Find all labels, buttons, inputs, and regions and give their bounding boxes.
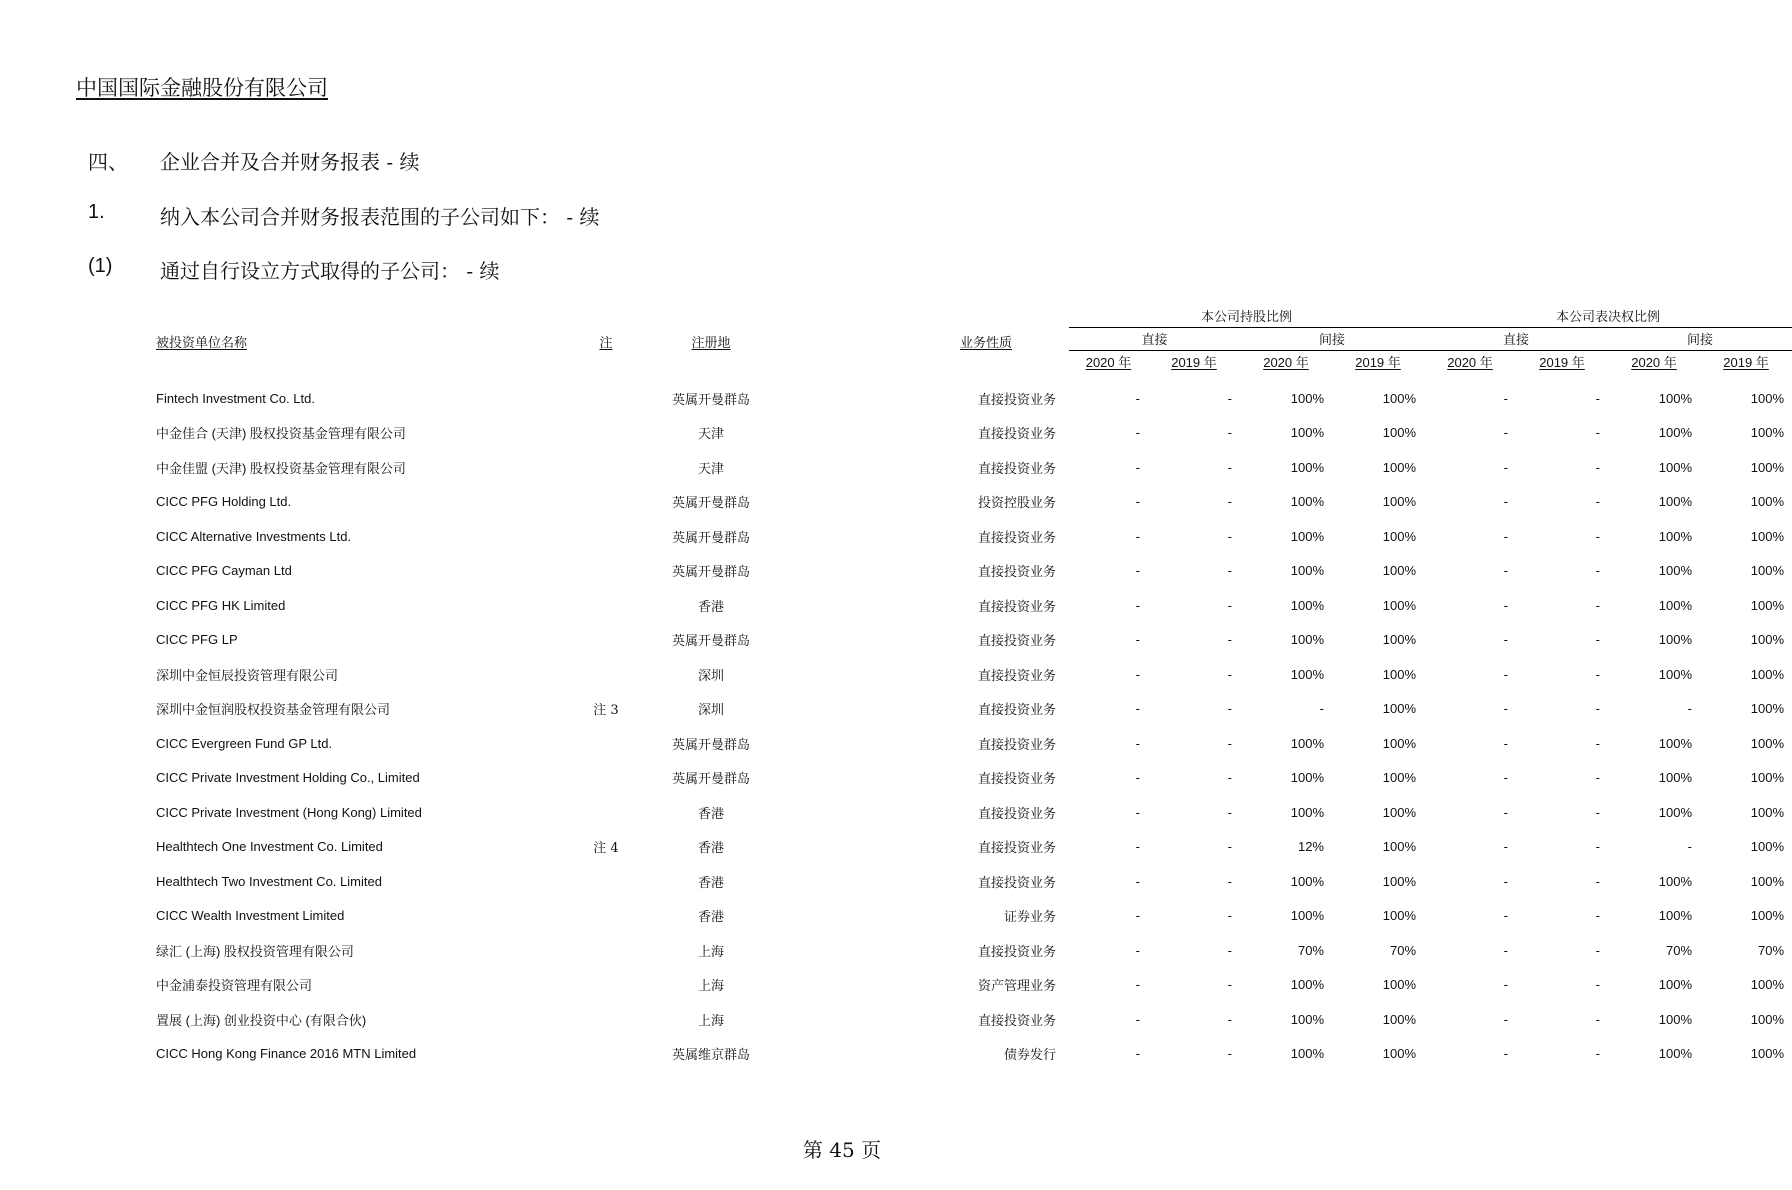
voting-direct-2019: - bbox=[1595, 425, 1601, 441]
note-ref bbox=[566, 657, 646, 692]
voting-indirect-2020: 100% bbox=[1658, 666, 1693, 682]
holding-indirect-2020: 100% bbox=[1290, 804, 1324, 820]
table-row bbox=[156, 588, 1792, 623]
holding-indirect-header: 间接 bbox=[1240, 328, 1424, 351]
voting-direct-2020: - bbox=[1503, 425, 1509, 441]
registered-place: 英属开曼群岛 bbox=[671, 392, 750, 408]
business-nature: 资产管理业务 bbox=[977, 979, 1056, 995]
holding-indirect-2019: 100% bbox=[1382, 977, 1417, 993]
subsection-title: 纳入本公司合并财务报表范围的子公司如下： - 续 bbox=[160, 205, 600, 229]
voting-direct-2020: - bbox=[1503, 666, 1509, 682]
note-ref: 注 4 bbox=[593, 841, 619, 857]
holding-indirect-2019: 100% bbox=[1382, 908, 1417, 924]
voting-direct-2019: - bbox=[1595, 908, 1601, 924]
voting-indirect-2020: - bbox=[1687, 701, 1693, 717]
note-ref bbox=[566, 485, 646, 520]
subsidiary-name: CICC Alternative Investments Ltd. bbox=[156, 528, 352, 544]
business-nature: 直接投资业务 bbox=[977, 841, 1056, 857]
section-number: 四、 bbox=[88, 150, 128, 174]
business-nature: 直接投资业务 bbox=[977, 427, 1056, 443]
holding-direct-2020: - bbox=[1135, 666, 1140, 682]
page-number: 第 45 页 bbox=[802, 1138, 882, 1162]
holding-indirect-2019: 100% bbox=[1382, 459, 1417, 475]
table-row bbox=[156, 933, 1792, 968]
table-row bbox=[156, 450, 1792, 485]
holding-direct-2019: - bbox=[1227, 908, 1232, 924]
voting-indirect-2019: 100% bbox=[1750, 770, 1785, 786]
holding-direct-2020: - bbox=[1135, 942, 1140, 958]
note-ref bbox=[566, 381, 646, 416]
voting-indirect-2019: 100% bbox=[1750, 390, 1785, 406]
note-ref bbox=[566, 450, 646, 485]
voting-direct-2019: - bbox=[1595, 873, 1601, 889]
business-nature: 直接投资业务 bbox=[977, 875, 1056, 891]
voting-direct-2020: - bbox=[1503, 770, 1509, 786]
holding-direct-2020: - bbox=[1135, 528, 1140, 544]
holding-direct-2019: - bbox=[1227, 701, 1232, 717]
table-row bbox=[156, 795, 1792, 830]
holding-direct-2020: - bbox=[1135, 908, 1140, 924]
holding-indirect-2020: 100% bbox=[1290, 425, 1324, 441]
voting-indirect-2019: 100% bbox=[1750, 632, 1785, 648]
voting-direct-2019: - bbox=[1595, 494, 1601, 510]
subsection-number: 1. bbox=[88, 201, 105, 223]
table-row bbox=[156, 899, 1792, 934]
holding-indirect-2020: 100% bbox=[1290, 873, 1324, 889]
registered-place: 香港 bbox=[697, 875, 724, 891]
registered-place: 香港 bbox=[697, 806, 724, 822]
year-2020-header: 2020 年 bbox=[1085, 355, 1132, 370]
voting-direct-2020: - bbox=[1503, 1011, 1509, 1027]
table-row bbox=[156, 657, 1792, 692]
voting-direct-2019: - bbox=[1595, 735, 1601, 751]
holding-indirect-2019: 100% bbox=[1382, 528, 1417, 544]
note-ref bbox=[566, 519, 646, 554]
holding-direct-2020: - bbox=[1135, 977, 1140, 993]
business-nature: 证券业务 bbox=[1003, 910, 1056, 926]
registered-place: 上海 bbox=[697, 944, 724, 960]
holding-direct-2020: - bbox=[1135, 632, 1140, 648]
holding-direct-2020: - bbox=[1135, 1011, 1140, 1027]
voting-indirect-2020: 70% bbox=[1665, 942, 1693, 958]
voting-direct-2019: - bbox=[1595, 459, 1601, 475]
subsidiary-name: CICC Hong Kong Finance 2016 MTN Limited bbox=[156, 1046, 417, 1062]
voting-direct-2019: - bbox=[1595, 1011, 1601, 1027]
holding-indirect-2020: 100% bbox=[1290, 563, 1324, 579]
voting-indirect-2019: 100% bbox=[1750, 1011, 1785, 1027]
business-nature: 直接投资业务 bbox=[977, 1013, 1056, 1029]
holding-direct-2020: - bbox=[1135, 735, 1140, 751]
table-row bbox=[156, 519, 1792, 554]
table-row bbox=[156, 830, 1792, 865]
subsidiary-name: 置展 (上海) 创业投资中心 (有限合伙) bbox=[156, 1012, 367, 1028]
voting-direct-2020: - bbox=[1503, 632, 1509, 648]
voting-direct-2020: - bbox=[1503, 390, 1509, 406]
holding-direct-2020: - bbox=[1135, 390, 1140, 406]
holding-direct-2019: - bbox=[1227, 425, 1232, 441]
holding-direct-2019: - bbox=[1227, 632, 1232, 648]
holding-indirect-2019: 100% bbox=[1382, 839, 1417, 855]
subsidiary-name: CICC Evergreen Fund GP Ltd. bbox=[156, 735, 333, 751]
business-nature: 直接投资业务 bbox=[977, 737, 1056, 753]
subsidiaries-table bbox=[156, 305, 1792, 1071]
voting-direct-2019: - bbox=[1595, 804, 1601, 820]
holding-direct-2019: - bbox=[1227, 666, 1232, 682]
holding-indirect-2020: 100% bbox=[1290, 770, 1324, 786]
registered-place: 深圳 bbox=[697, 703, 724, 719]
voting-direct-2020: - bbox=[1503, 701, 1509, 717]
holding-direct-2019: - bbox=[1227, 390, 1232, 406]
holding-indirect-2019: 100% bbox=[1382, 666, 1417, 682]
registered-place: 英属维京群岛 bbox=[671, 1048, 750, 1064]
voting-direct-2019: - bbox=[1595, 770, 1601, 786]
holding-indirect-2020: 100% bbox=[1290, 597, 1324, 613]
business-nature: 直接投资业务 bbox=[977, 634, 1056, 650]
note-ref bbox=[566, 1002, 646, 1037]
holding-indirect-2020: 100% bbox=[1290, 528, 1324, 544]
note-ref bbox=[566, 554, 646, 589]
voting-direct-2020: - bbox=[1503, 563, 1509, 579]
year-2020-header: 2020 年 bbox=[1631, 355, 1677, 370]
holding-direct-2020: - bbox=[1135, 597, 1140, 613]
voting-direct-2019: - bbox=[1595, 1046, 1601, 1062]
voting-indirect-2020: 100% bbox=[1658, 632, 1693, 648]
table-row bbox=[156, 864, 1792, 899]
subsidiary-name: CICC PFG Cayman Ltd bbox=[156, 563, 292, 579]
voting-indirect-2020: 100% bbox=[1658, 735, 1693, 751]
holding-indirect-2019: 100% bbox=[1382, 1046, 1417, 1062]
sub-subsection-title: 通过自行设立方式取得的子公司： - 续 bbox=[160, 259, 500, 283]
business-nature: 直接投资业务 bbox=[977, 806, 1056, 822]
voting-indirect-2020: 100% bbox=[1658, 804, 1693, 820]
subsidiary-name: 深圳中金恒润股权投资基金管理有限公司 bbox=[156, 702, 391, 718]
voting-indirect-2019: 100% bbox=[1750, 494, 1785, 510]
note-ref bbox=[566, 899, 646, 934]
registered-place: 英属开曼群岛 bbox=[671, 496, 750, 512]
holding-indirect-2020: - bbox=[1319, 701, 1324, 717]
holding-indirect-2019: 100% bbox=[1382, 494, 1417, 510]
voting-direct-2019: - bbox=[1595, 942, 1601, 958]
voting-direct-2019: - bbox=[1595, 666, 1601, 682]
business-nature: 直接投资业务 bbox=[977, 565, 1056, 581]
year-2019-header: 2019 年 bbox=[1355, 355, 1401, 370]
voting-indirect-2019: 100% bbox=[1750, 701, 1785, 717]
col-business-header: 业务性质 bbox=[959, 335, 1012, 351]
holding-direct-2020: - bbox=[1135, 701, 1140, 717]
voting-indirect-2020: 100% bbox=[1658, 390, 1693, 406]
table-row bbox=[156, 381, 1792, 416]
voting-indirect-2020: 100% bbox=[1658, 770, 1693, 786]
col-note-header: 注 bbox=[599, 335, 613, 351]
voting-indirect-2020: 100% bbox=[1658, 425, 1693, 441]
business-nature: 直接投资业务 bbox=[977, 703, 1056, 719]
voting-indirect-2019: 70% bbox=[1758, 942, 1785, 958]
voting-direct-2020: - bbox=[1503, 494, 1509, 510]
table-row bbox=[156, 485, 1792, 520]
voting-direct-2019: - bbox=[1595, 390, 1601, 406]
note-ref bbox=[566, 726, 646, 761]
voting-direct-2020: - bbox=[1503, 459, 1509, 475]
holding-direct-2019: - bbox=[1227, 977, 1232, 993]
company-name: 中国国际金融股份有限公司 bbox=[76, 76, 328, 100]
holding-indirect-2020: 100% bbox=[1290, 977, 1324, 993]
sub-subsection-number: (1) bbox=[88, 255, 113, 277]
holding-direct-2020: - bbox=[1135, 770, 1140, 786]
holding-direct-2019: - bbox=[1227, 735, 1232, 751]
table-row bbox=[156, 1002, 1792, 1037]
voting-direct-2020: - bbox=[1503, 1046, 1509, 1062]
registered-place: 英属开曼群岛 bbox=[671, 530, 750, 546]
business-nature: 投资控股业务 bbox=[977, 496, 1056, 512]
business-nature: 直接投资业务 bbox=[977, 944, 1056, 960]
holding-indirect-2019: 100% bbox=[1382, 770, 1417, 786]
business-nature: 直接投资业务 bbox=[977, 599, 1056, 615]
voting-direct-2020: - bbox=[1503, 597, 1509, 613]
registered-place: 香港 bbox=[697, 910, 724, 926]
voting-indirect-2020: 100% bbox=[1658, 1011, 1693, 1027]
note-ref bbox=[566, 588, 646, 623]
holding-direct-2020: - bbox=[1135, 425, 1140, 441]
note-ref bbox=[566, 795, 646, 830]
holding-indirect-2019: 70% bbox=[1389, 942, 1417, 958]
voting-direct-2020: - bbox=[1503, 839, 1509, 855]
voting-direct-2020: - bbox=[1503, 528, 1509, 544]
voting-indirect-2020: 100% bbox=[1658, 908, 1693, 924]
business-nature: 直接投资业务 bbox=[977, 530, 1056, 546]
voting-indirect-2019: 100% bbox=[1750, 666, 1785, 682]
holding-direct-header: 直接 bbox=[1069, 328, 1240, 351]
voting-direct-2019: - bbox=[1595, 701, 1601, 717]
note-ref bbox=[566, 761, 646, 796]
voting-indirect-2019: 100% bbox=[1750, 459, 1785, 475]
subsidiary-name: CICC Wealth Investment Limited bbox=[156, 908, 345, 924]
holding-indirect-2020: 100% bbox=[1290, 735, 1324, 751]
voting-indirect-header: 间接 bbox=[1608, 328, 1792, 351]
note-ref bbox=[566, 933, 646, 968]
holding-direct-2019: - bbox=[1227, 839, 1232, 855]
holding-indirect-2020: 100% bbox=[1290, 1011, 1324, 1027]
voting-indirect-2020: 100% bbox=[1658, 597, 1693, 613]
holding-direct-2019: - bbox=[1227, 597, 1232, 613]
registered-place: 香港 bbox=[697, 841, 724, 857]
holding-direct-2019: - bbox=[1227, 528, 1232, 544]
voting-indirect-2019: 100% bbox=[1750, 908, 1785, 924]
subsidiary-name: 绿汇 (上海) 股权投资管理有限公司 bbox=[156, 943, 354, 959]
voting-direct-2020: - bbox=[1503, 942, 1509, 958]
registered-place: 英属开曼群岛 bbox=[671, 634, 750, 650]
year-2019-header: 2019 年 bbox=[1539, 355, 1585, 370]
holding-indirect-2020: 100% bbox=[1290, 908, 1324, 924]
voting-indirect-2020: 100% bbox=[1658, 459, 1693, 475]
holding-direct-2019: - bbox=[1227, 770, 1232, 786]
voting-indirect-2020: - bbox=[1687, 839, 1693, 855]
col-place-header: 注册地 bbox=[691, 335, 731, 351]
holding-direct-2019: - bbox=[1227, 873, 1232, 889]
table-row bbox=[156, 554, 1792, 589]
group-voting-header: 本公司表决权比例 bbox=[1424, 305, 1792, 328]
group-holding-header: 本公司持股比例 bbox=[1069, 305, 1424, 328]
note-ref bbox=[566, 1037, 646, 1072]
subsidiary-name: 深圳中金恒辰投资管理有限公司 bbox=[156, 667, 339, 683]
table-row bbox=[156, 416, 1792, 451]
voting-indirect-2019: 100% bbox=[1750, 804, 1785, 820]
voting-indirect-2020: 100% bbox=[1658, 1046, 1693, 1062]
voting-indirect-2019: 100% bbox=[1750, 1046, 1785, 1062]
subsidiary-name: 中金佳合 (天津) 股权投资基金管理有限公司 bbox=[156, 426, 406, 442]
voting-indirect-2019: 100% bbox=[1750, 528, 1785, 544]
voting-indirect-2020: 100% bbox=[1658, 494, 1693, 510]
note-ref bbox=[566, 416, 646, 451]
holding-indirect-2019: 100% bbox=[1382, 597, 1417, 613]
table-row bbox=[156, 968, 1792, 1003]
holding-indirect-2020: 100% bbox=[1290, 1046, 1324, 1062]
business-nature: 直接投资业务 bbox=[977, 772, 1056, 788]
holding-indirect-2019: 100% bbox=[1382, 1011, 1417, 1027]
voting-direct-2019: - bbox=[1595, 839, 1601, 855]
registered-place: 上海 bbox=[697, 1013, 724, 1029]
holding-indirect-2019: 100% bbox=[1382, 425, 1417, 441]
business-nature: 直接投资业务 bbox=[977, 461, 1056, 477]
voting-direct-2020: - bbox=[1503, 804, 1509, 820]
holding-indirect-2020: 100% bbox=[1290, 632, 1324, 648]
holding-indirect-2019: 100% bbox=[1382, 632, 1417, 648]
voting-indirect-2020: 100% bbox=[1658, 873, 1693, 889]
registered-place: 香港 bbox=[697, 599, 724, 615]
holding-indirect-2020: 100% bbox=[1290, 666, 1324, 682]
voting-direct-2020: - bbox=[1503, 977, 1509, 993]
holding-direct-2020: - bbox=[1135, 494, 1140, 510]
voting-direct-2019: - bbox=[1595, 632, 1601, 648]
holding-indirect-2019: 100% bbox=[1382, 735, 1417, 751]
registered-place: 天津 bbox=[697, 427, 724, 443]
voting-direct-header: 直接 bbox=[1424, 328, 1608, 351]
subsidiary-name: CICC PFG Holding Ltd. bbox=[156, 494, 292, 510]
table-row bbox=[156, 726, 1792, 761]
registered-place: 英属开曼群岛 bbox=[671, 737, 750, 753]
holding-indirect-2019: 100% bbox=[1382, 390, 1417, 406]
registered-place: 上海 bbox=[697, 979, 724, 995]
table-row bbox=[156, 623, 1792, 658]
subsidiary-name: CICC PFG LP bbox=[156, 632, 238, 648]
holding-direct-2020: - bbox=[1135, 459, 1140, 475]
business-nature: 直接投资业务 bbox=[977, 392, 1056, 408]
voting-indirect-2019: 100% bbox=[1750, 977, 1785, 993]
registered-place: 深圳 bbox=[697, 668, 724, 684]
section-title: 企业合并及合并财务报表 - 续 bbox=[160, 150, 420, 174]
voting-direct-2019: - bbox=[1595, 977, 1601, 993]
holding-indirect-2019: 100% bbox=[1382, 873, 1417, 889]
voting-indirect-2020: 100% bbox=[1658, 563, 1693, 579]
holding-direct-2020: - bbox=[1135, 804, 1140, 820]
holding-direct-2019: - bbox=[1227, 942, 1232, 958]
holding-direct-2019: - bbox=[1227, 494, 1232, 510]
voting-indirect-2019: 100% bbox=[1750, 425, 1785, 441]
holding-direct-2020: - bbox=[1135, 563, 1140, 579]
table-row bbox=[156, 1037, 1792, 1072]
voting-indirect-2019: 100% bbox=[1750, 563, 1785, 579]
holding-direct-2019: - bbox=[1227, 804, 1232, 820]
holding-direct-2019: - bbox=[1227, 459, 1232, 475]
note-ref bbox=[566, 864, 646, 899]
voting-direct-2019: - bbox=[1595, 597, 1601, 613]
voting-indirect-2019: 100% bbox=[1750, 735, 1785, 751]
subsidiary-name: Healthtech Two Investment Co. Limited bbox=[156, 873, 382, 889]
table-row bbox=[156, 692, 1792, 727]
holding-direct-2019: - bbox=[1227, 1011, 1232, 1027]
holding-indirect-2019: 100% bbox=[1382, 563, 1417, 579]
subsidiary-name: CICC Private Investment Holding Co., Limited bbox=[156, 770, 420, 786]
year-2019-header: 2019 年 bbox=[1171, 355, 1217, 370]
voting-direct-2019: - bbox=[1595, 528, 1601, 544]
holding-direct-2020: - bbox=[1135, 873, 1140, 889]
subsidiary-name: CICC PFG HK Limited bbox=[156, 597, 286, 613]
registered-place: 英属开曼群岛 bbox=[671, 772, 750, 788]
holding-indirect-2020: 70% bbox=[1297, 942, 1324, 958]
holding-indirect-2020: 100% bbox=[1290, 494, 1324, 510]
voting-direct-2019: - bbox=[1595, 563, 1601, 579]
year-2019-header: 2019 年 bbox=[1723, 355, 1769, 370]
subsidiary-name: Fintech Investment Co. Ltd. bbox=[156, 390, 315, 406]
holding-direct-2019: - bbox=[1227, 1046, 1232, 1062]
voting-direct-2020: - bbox=[1503, 908, 1509, 924]
holding-direct-2020: - bbox=[1135, 839, 1140, 855]
subsidiary-name: CICC Private Investment (Hong Kong) Limited bbox=[156, 804, 422, 820]
voting-indirect-2020: 100% bbox=[1658, 977, 1693, 993]
holding-direct-2020: - bbox=[1135, 1046, 1140, 1062]
holding-direct-2019: - bbox=[1227, 563, 1232, 579]
col-name-header: 被投资单位名称 bbox=[156, 335, 248, 351]
business-nature: 债券发行 bbox=[1003, 1048, 1056, 1064]
subsidiary-name: 中金佳盟 (天津) 股权投资基金管理有限公司 bbox=[156, 460, 406, 476]
subsidiary-name: 中金浦泰投资管理有限公司 bbox=[156, 978, 313, 994]
voting-direct-2020: - bbox=[1503, 735, 1509, 751]
holding-indirect-2020: 12% bbox=[1297, 839, 1324, 855]
voting-indirect-2020: 100% bbox=[1658, 528, 1693, 544]
table-row bbox=[156, 761, 1792, 796]
holding-indirect-2019: 100% bbox=[1382, 804, 1417, 820]
year-2020-header: 2020 年 bbox=[1447, 355, 1493, 370]
note-ref bbox=[566, 623, 646, 658]
registered-place: 英属开曼群岛 bbox=[671, 565, 750, 581]
holding-indirect-2020: 100% bbox=[1290, 390, 1324, 406]
voting-indirect-2019: 100% bbox=[1750, 597, 1785, 613]
holding-indirect-2019: 100% bbox=[1382, 701, 1417, 717]
voting-direct-2020: - bbox=[1503, 873, 1509, 889]
subsidiary-name: Healthtech One Investment Co. Limited bbox=[156, 839, 383, 855]
business-nature: 直接投资业务 bbox=[977, 668, 1056, 684]
year-2020-header: 2020 年 bbox=[1263, 355, 1309, 370]
holding-indirect-2020: 100% bbox=[1290, 459, 1324, 475]
note-ref bbox=[566, 968, 646, 1003]
voting-indirect-2019: 100% bbox=[1750, 839, 1785, 855]
note-ref: 注 3 bbox=[593, 703, 619, 719]
voting-indirect-2019: 100% bbox=[1750, 873, 1785, 889]
registered-place: 天津 bbox=[697, 461, 724, 477]
